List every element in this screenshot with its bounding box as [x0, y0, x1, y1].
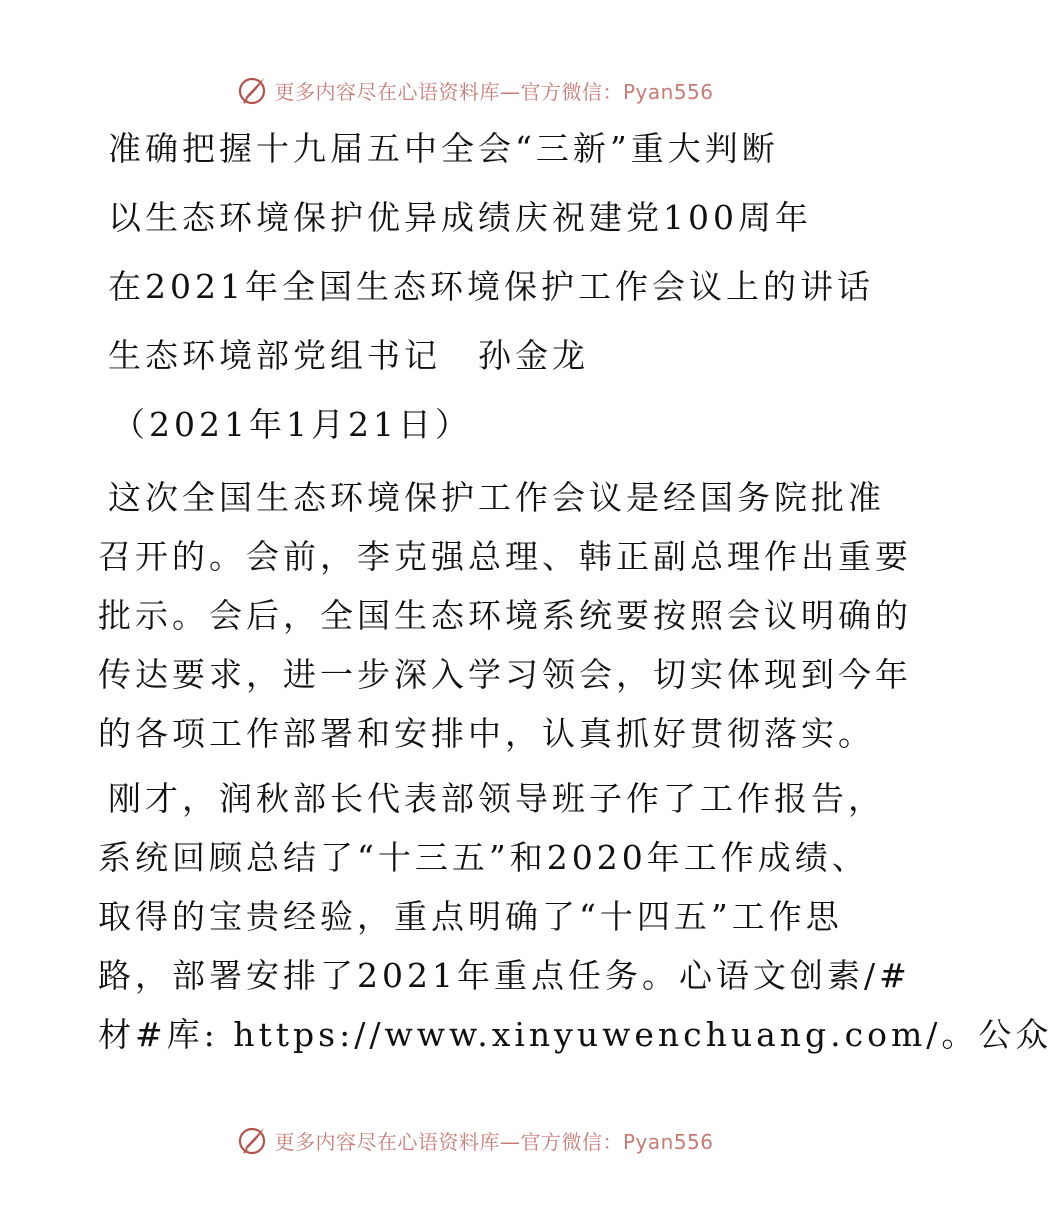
heading-speech-occasion: 在2021年全国生态环境保护工作会议上的讲话	[108, 267, 874, 306]
paragraph-line: 传达要求，进一步深入学习领会，切实体现到今年	[98, 655, 912, 694]
watermark-text: 更多内容尽在心语资料库—官方微信：Pyan556	[274, 1129, 714, 1154]
document-page	[98, 122, 1052, 1064]
paragraph-line: 路，部署安排了2021年重点任务。心语文创素/#	[98, 956, 911, 995]
heading-title: 准确把握十九届五中全会“三新”重大判断	[108, 129, 779, 168]
paragraph-line: 这次全国生态环境保护工作会议是经国务院批准	[108, 478, 885, 517]
heading-subtitle: 以生态环境保护优异成绩庆祝建党100周年	[108, 198, 812, 237]
paragraph-line: 刚才，润秋部长代表部领导班子作了工作报告，	[108, 779, 885, 818]
paragraph-line: 批示。会后，全国生态环境系统要按照会议明确的	[98, 596, 912, 635]
paragraph-line: 材#库: https://www.xinyuwenchuang.com/。公众	[98, 1015, 1052, 1054]
heading-author: 生态环境部党组书记 孙金龙	[108, 336, 589, 375]
paragraph-line: 的各项工作部署和安排中，认真抓好贯彻落实。	[98, 714, 875, 753]
quill-logo-icon	[236, 74, 268, 106]
paragraph-line: 召开的。会前，李克强总理、韩正副总理作出重要	[98, 537, 912, 576]
wechat-id: Pyan556	[622, 1129, 714, 1154]
footer-watermark-banner	[0, 1118, 950, 1162]
paragraph-2	[98, 769, 1052, 1064]
paragraph-line: 取得的宝贵经验，重点明确了“十四五”工作思	[98, 897, 843, 936]
header-watermark-banner	[0, 68, 950, 112]
watermark-text: 更多内容尽在心语资料库—官方微信：Pyan556	[274, 79, 714, 104]
quill-logo-icon	[236, 1124, 268, 1156]
wechat-id: Pyan556	[622, 79, 714, 104]
speech-date: （2021年1月21日）	[112, 405, 472, 444]
paragraph-1	[98, 468, 912, 763]
paragraph-line: 系统回顾总结了“十三五”和2020年工作成绩、	[98, 838, 869, 877]
